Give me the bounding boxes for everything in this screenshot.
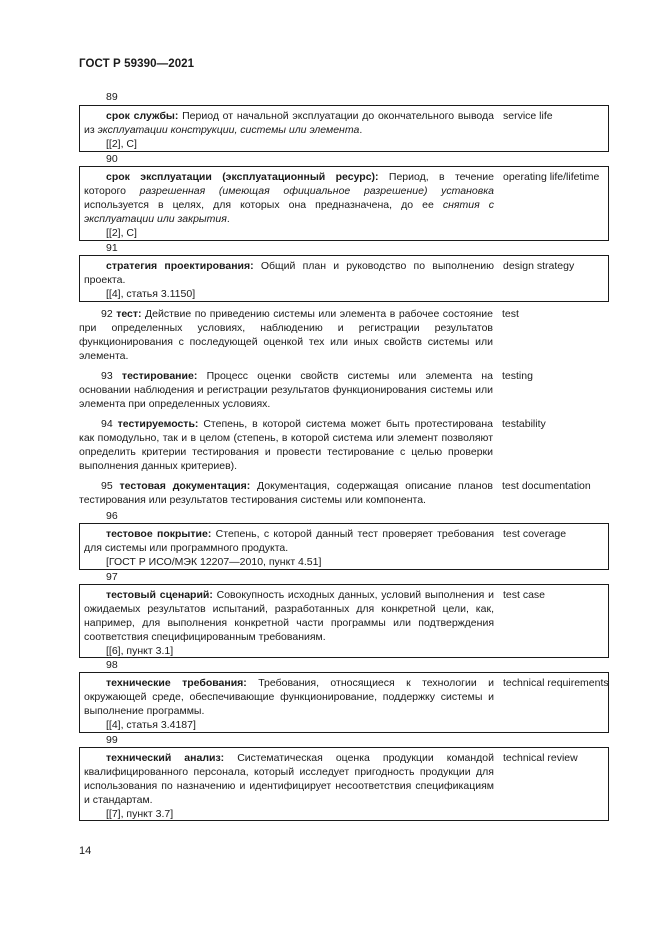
- english-equivalent: design strategy: [503, 260, 575, 272]
- source-reference: [[2], C]: [106, 137, 137, 150]
- definition-segment: Систематическая оценка продукции командой квалифицированного персонала, который исследует пригодность продукции для использования по назначению и идентифицирует несоответствия спецификациям и стандартам.: [84, 752, 495, 806]
- english-equivalent: technical requirements: [503, 677, 609, 689]
- term-name: срок эксплуатации (эксплуатационный ресурс):: [106, 171, 379, 183]
- term-definition: [84, 677, 494, 733]
- source-reference: [[4], статья 3.1150]: [106, 287, 196, 300]
- term-name: тест:: [116, 308, 142, 320]
- term-entry-box: [79, 105, 609, 152]
- definition-text: [84, 752, 494, 808]
- term-definition: [79, 418, 493, 474]
- term-name: тестовая документация:: [119, 480, 251, 492]
- entry-number: 97: [106, 571, 118, 583]
- term-entry-box: [79, 672, 609, 733]
- term-name: технические требования:: [106, 677, 247, 689]
- definition-text: [84, 171, 494, 227]
- definition-text: [79, 308, 493, 364]
- source-reference: [[2], C]: [106, 226, 137, 239]
- term-entry-box: [79, 166, 609, 241]
- definition-segment: Требования, относящиеся к технологии и окружающей среде, обеспечивающие функционирование, поддержку системы и выполнение программы.: [84, 677, 494, 717]
- term-definition: [79, 308, 493, 364]
- entry-number: 94: [101, 418, 118, 430]
- definition-segment: .: [359, 123, 363, 136]
- entry-number: 99: [106, 734, 118, 746]
- term-entry-box: [79, 523, 609, 570]
- term-name: срок службы:: [106, 110, 179, 122]
- entry-number: 92: [101, 308, 117, 320]
- term-name: тестовое покрытие:: [106, 528, 212, 540]
- definition-segment: Период, в течение которого: [84, 171, 494, 197]
- source-reference: [ГОСТ Р ИСО/МЭК 12207—2010, пункт 4.51]: [106, 555, 322, 568]
- entry-number: 96: [106, 510, 118, 522]
- definition-segment: .: [226, 212, 230, 225]
- definition-text: [84, 677, 494, 719]
- definition-text: [84, 589, 494, 645]
- document-header: ГОСТ Р 59390—2021: [79, 58, 195, 70]
- english-equivalent: test case: [503, 589, 546, 601]
- term-entry-box: [79, 747, 609, 821]
- entry-number: 93: [101, 370, 122, 382]
- entry-number: 90: [106, 153, 118, 165]
- term-entry-box: [79, 255, 609, 302]
- cross-reference-term: эксплуатации конструкции, системы или элемента: [97, 123, 360, 136]
- term-definition: [79, 480, 493, 508]
- definition-segment: Степень, в которой система может быть протестирована как помодульно, так и в целом (степень, в которой система или элемент позволяют определить критерии тестирования и провести тестирование с целью проверки выполнения данных критериев).: [79, 418, 493, 472]
- source-reference: [[6], пункт 3.1]: [106, 644, 174, 657]
- source-reference: [[4], статья 3.4187]: [106, 718, 196, 731]
- definition-segment: Действие по приведению системы или элемента в рабочее состояние при определенных условиях, наблюдению и регистрации результатов функционирования с последующей оценкой тех или иных свойств системы или элемента.: [79, 308, 493, 362]
- term-definition: [84, 752, 494, 822]
- definition-text: [84, 110, 494, 138]
- english-equivalent: technical review: [503, 752, 578, 764]
- term-definition: [84, 528, 494, 570]
- entry-number: 95: [101, 480, 120, 492]
- definition-text: [84, 260, 494, 288]
- definition-segment: Степень, с которой данный тест проверяет требования для системы или программного продукта.: [84, 528, 494, 554]
- definition-segment: Период от начальной эксплуатации до окончательного вывода из: [84, 110, 494, 136]
- definition-segment: используется в целях, для которых она предназначена, до ее: [84, 198, 443, 211]
- definition-segment: Документация, содержащая описание планов тестирования или результатов тестирования системы или компонента.: [79, 480, 493, 506]
- english-equivalent: testing: [502, 370, 533, 382]
- term-name: технический анализ:: [106, 752, 225, 764]
- term-definition: [84, 110, 494, 152]
- english-equivalent: test: [502, 308, 519, 320]
- term-definition: [84, 171, 494, 241]
- page-number: 14: [79, 845, 92, 857]
- definition-segment: Процесс оценки свойств системы или элемента на основании наблюдения и регистрации результатов функционирования системы или элемента при определенных условиях.: [79, 370, 493, 410]
- definition-text: [79, 370, 493, 412]
- cross-reference-term: разрешенная (имеющая официальное разрешение) установка: [139, 184, 495, 197]
- definition-segment: Общий план и руководство по выполнению проекта.: [84, 260, 494, 286]
- entry-number: 91: [106, 242, 118, 254]
- term-definition: [84, 589, 494, 659]
- term-name: тестовый сценарий:: [106, 589, 213, 601]
- term-name: тестируемость:: [117, 418, 199, 430]
- term-definition: [84, 260, 494, 302]
- source-reference: [[7], пункт 3.7]: [106, 807, 174, 820]
- term-definition: [79, 370, 493, 412]
- definition-text: [84, 528, 494, 556]
- entry-number: 89: [106, 91, 118, 103]
- entry-number: 98: [106, 659, 118, 671]
- english-equivalent: operating life/lifetime: [503, 171, 600, 183]
- english-equivalent: test documentation: [502, 480, 591, 492]
- english-equivalent: testability: [502, 418, 546, 430]
- term-name: стратегия проектирования:: [106, 260, 254, 272]
- english-equivalent: service life: [503, 110, 553, 122]
- cross-reference-term: снятия с эксплуатации или закрытия: [84, 198, 495, 225]
- term-name: тестирование:: [121, 370, 198, 382]
- definition-segment: Совокупность исходных данных, условий выполнения и ожидаемых результатов испытаний, разработанных для конкретной цели, как, например, для выполнения конкретной части программы или подтверждения соответствия специфицированным требованиям.: [84, 589, 494, 643]
- definition-text: [79, 418, 493, 474]
- term-entry-box: [79, 584, 609, 658]
- english-equivalent: test coverage: [503, 528, 567, 540]
- definition-text: [79, 480, 493, 508]
